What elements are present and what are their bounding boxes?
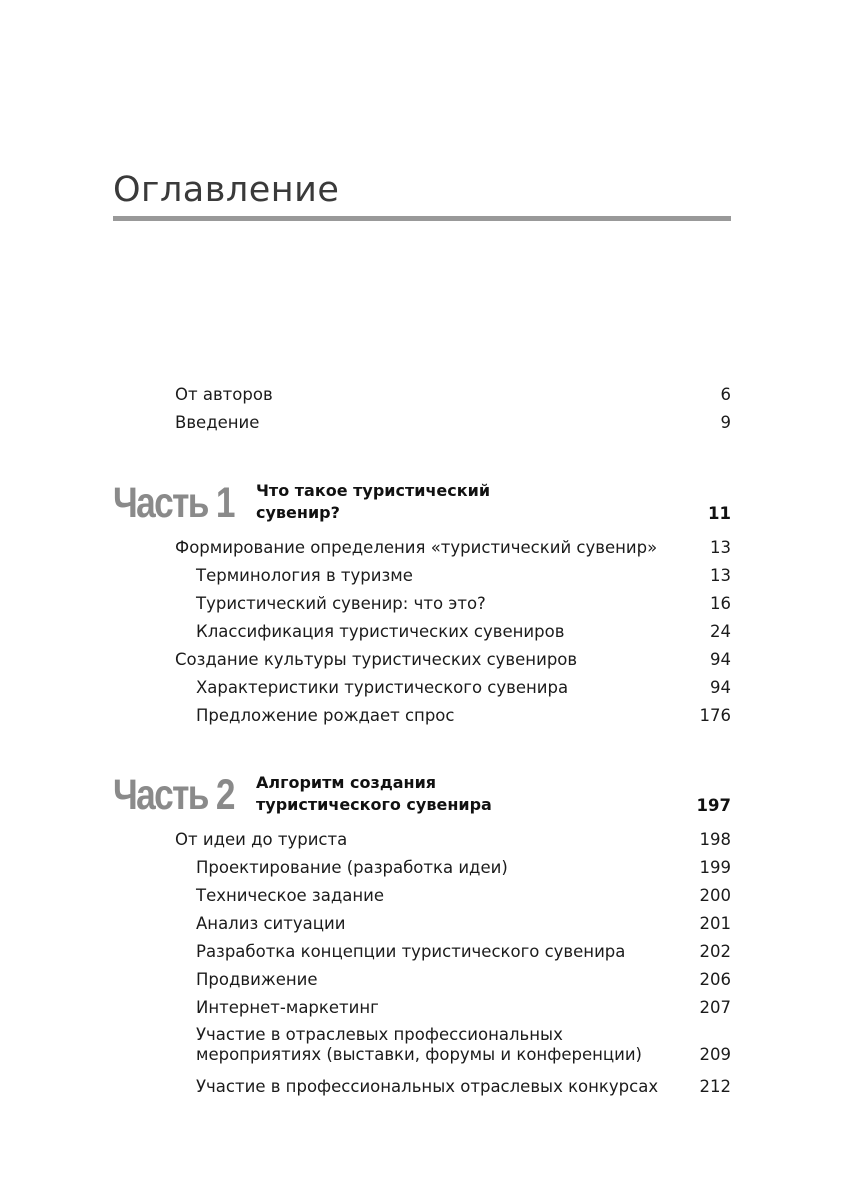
toc-entry-label: Формирование определения «туристический сувенир» bbox=[175, 538, 658, 557]
toc-subentry[interactable] bbox=[196, 622, 731, 642]
toc-entry-label: Характеристики туристического сувенира bbox=[196, 678, 569, 697]
toc-entry-label: Анализ ситуации bbox=[196, 914, 346, 933]
toc-entry-label: Создание культуры туристических сувениров bbox=[175, 650, 578, 669]
page-title: Оглавление bbox=[113, 170, 340, 210]
toc-entry-label: Введение bbox=[175, 413, 260, 432]
toc-subentry[interactable] bbox=[196, 914, 731, 934]
toc-entry-label: Разработка концепции туристического сувенира bbox=[196, 942, 626, 961]
toc-subentry[interactable] bbox=[196, 706, 731, 726]
toc-entry-label bbox=[196, 1025, 642, 1065]
toc-entry[interactable] bbox=[175, 650, 731, 670]
part-number: Часть 1 bbox=[113, 479, 234, 527]
toc-entry-page: 200 bbox=[699, 886, 731, 905]
toc-entry-label: Терминология в туризме bbox=[196, 566, 413, 585]
toc-entry-label: Классификация туристических сувениров bbox=[196, 622, 565, 641]
title-underline bbox=[113, 216, 731, 221]
toc-subentry[interactable] bbox=[196, 942, 731, 962]
toc-subentry[interactable] bbox=[196, 1077, 731, 1097]
part-number: Часть 2 bbox=[113, 771, 234, 819]
part-title-line: туристического сувенира bbox=[256, 795, 492, 814]
toc-entry-page: 94 bbox=[710, 678, 731, 697]
toc-entry-label: Туристический сувенир: что это? bbox=[196, 594, 486, 613]
toc-subentry[interactable] bbox=[196, 1025, 731, 1065]
part-1-heading[interactable] bbox=[113, 478, 731, 530]
part-title bbox=[256, 480, 490, 524]
part-page: 11 bbox=[708, 504, 731, 523]
toc-entry-label: Участие в профессиональных отраслевых конкурсах bbox=[196, 1077, 659, 1096]
toc-subentry[interactable] bbox=[196, 678, 731, 698]
toc-subentry[interactable] bbox=[196, 970, 731, 990]
toc-subentry[interactable] bbox=[196, 886, 731, 906]
part-title-line: Алгоритм создания bbox=[256, 773, 437, 792]
toc-entry-page: 6 bbox=[720, 385, 731, 404]
toc-entry-page: 206 bbox=[699, 970, 731, 989]
toc-entry-label: Интернет-маркетинг bbox=[196, 998, 379, 1017]
toc-entry-label: Проектирование (разработка идеи) bbox=[196, 858, 508, 877]
toc-entry-page: 201 bbox=[699, 914, 731, 933]
toc-entry-page: 202 bbox=[699, 942, 731, 961]
toc-entry-page: 94 bbox=[710, 650, 731, 669]
toc-entry-label: Продвижение bbox=[196, 970, 318, 989]
toc-entry-page: 199 bbox=[699, 858, 731, 877]
toc-entry-introduction[interactable] bbox=[175, 413, 731, 433]
toc-entry-page: 13 bbox=[710, 566, 731, 585]
toc-entry-page: 209 bbox=[699, 1045, 731, 1064]
part-title-line: сувенир? bbox=[256, 503, 340, 522]
toc-subentry[interactable] bbox=[196, 858, 731, 878]
toc-entry-page: 16 bbox=[710, 594, 731, 613]
toc-entry-label: От авторов bbox=[175, 385, 273, 404]
toc-entry-label-line: Участие в отраслевых профессиональных bbox=[196, 1025, 563, 1044]
toc-entry-page: 24 bbox=[710, 622, 731, 641]
toc-entry-page: 176 bbox=[699, 706, 731, 725]
toc-entry[interactable] bbox=[175, 538, 731, 558]
part-title-line: Что такое туристический bbox=[256, 481, 491, 500]
toc-entry-page: 198 bbox=[699, 830, 731, 849]
toc-entry[interactable] bbox=[175, 830, 731, 850]
toc-entry-label: От идеи до туриста bbox=[175, 830, 348, 849]
toc-subentry[interactable] bbox=[196, 566, 731, 586]
part-2-heading[interactable] bbox=[113, 770, 731, 822]
toc-entry-page: 212 bbox=[699, 1077, 731, 1096]
part-title bbox=[256, 772, 492, 816]
toc-entry-from-authors[interactable] bbox=[175, 385, 731, 405]
toc-entry-label-line: мероприятиях (выставки, форумы и конференции) bbox=[196, 1045, 642, 1064]
part-page: 197 bbox=[696, 796, 731, 815]
toc-entry-page: 9 bbox=[720, 413, 731, 432]
toc-entry-label: Техническое задание bbox=[196, 886, 385, 905]
toc-entry-page: 13 bbox=[710, 538, 731, 557]
toc-subentry[interactable] bbox=[196, 998, 731, 1018]
toc-entry-label: Предложение рождает спрос bbox=[196, 706, 455, 725]
toc-subentry[interactable] bbox=[196, 594, 731, 614]
toc-entry-page: 207 bbox=[699, 998, 731, 1017]
